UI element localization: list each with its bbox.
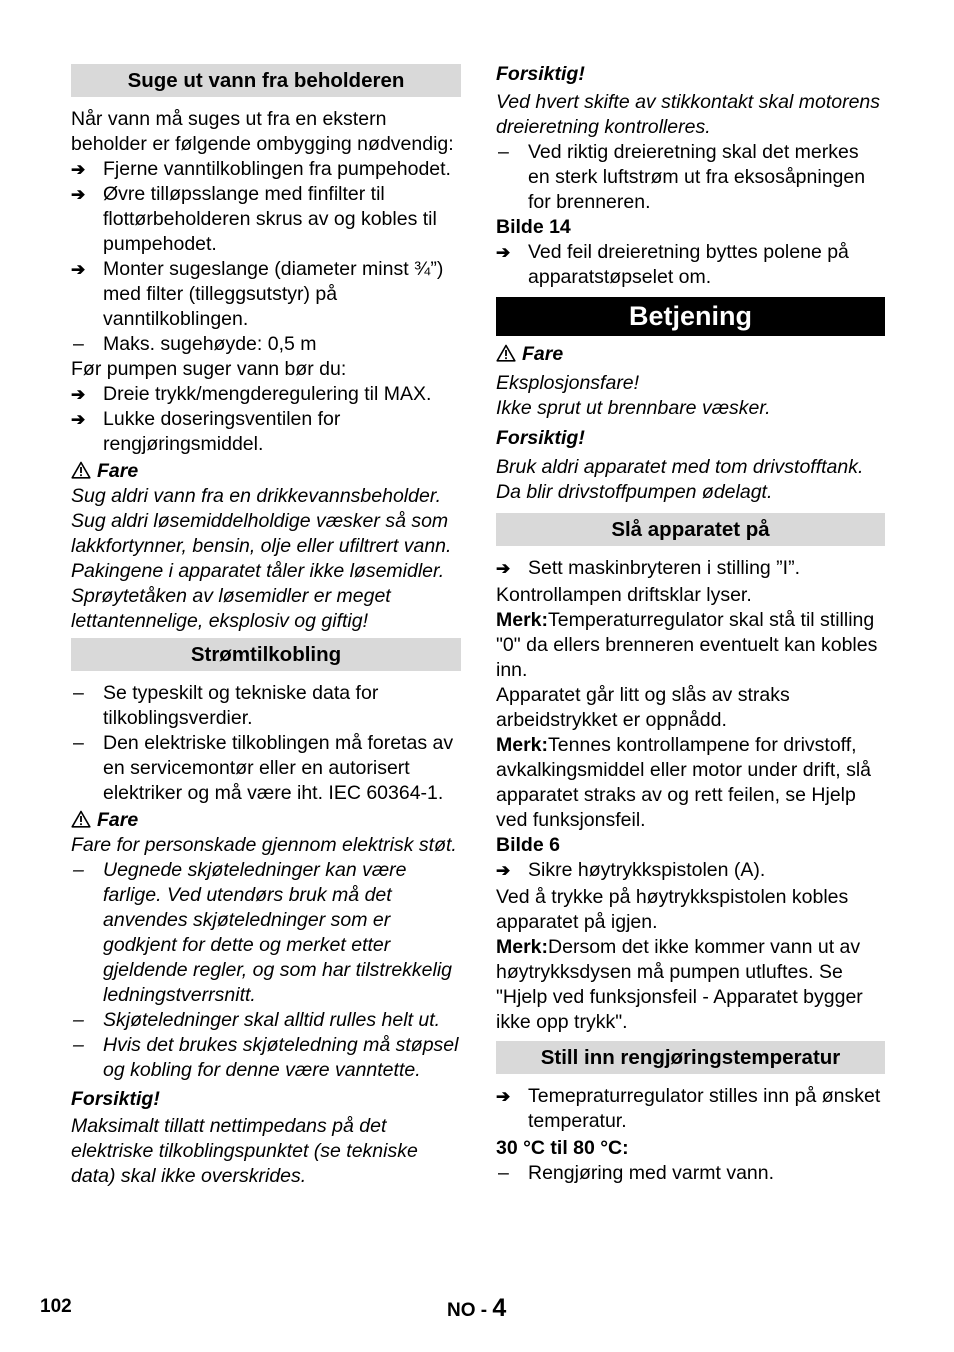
- figure-reference: Bilde 14: [496, 216, 571, 238]
- list-item: ➔ Dreie trykk/mengderegulering til MAX.: [71, 383, 432, 405]
- section-heading-temperature: Still inn rengjøringstemperatur: [496, 1041, 885, 1074]
- dash-bullet: –: [73, 859, 84, 881]
- before-pump-text: Før pumpen suger vann bør du:: [71, 358, 347, 380]
- section-heading-switch-on: Slå apparatet på: [496, 513, 885, 546]
- danger-text: Sug aldri vann fra en drikkevannsbeholder. Sug aldri løsemiddelholdige væsker så som lakkfortynner, bensin, olje eller ufiltrert vann. Pakingene i apparatet tåler ikke løsemidler. Sprøytetåken av løsemidler er meget lettantennelige, eksplosiv og giftig!: [71, 485, 452, 632]
- figure-reference: Bilde 6: [496, 834, 560, 856]
- caution-text: Ved hvert skifte av stikkontakt skal motorens dreieretning kontrolleres.: [496, 91, 881, 138]
- dash-bullet: –: [498, 1162, 509, 1184]
- dash-bullet: –: [73, 732, 84, 754]
- caution-heading: Forsiktig!: [496, 63, 585, 85]
- list-item: ➔ Temepraturregulator stilles inn på ønsket temperatur.: [496, 1085, 881, 1132]
- list-item: – Hvis det brukes skjøteledning må støpsel og kobling for denne være vanntette.: [73, 1034, 459, 1081]
- danger-heading: Fare: [71, 459, 461, 484]
- warning-triangle-icon: [71, 461, 91, 479]
- list-item: – Den elektriske tilkoblingen må foretas av en servicemontør eller en autorisert elektriker og må være iht. IEC 60364-1.: [73, 732, 454, 804]
- list-item: – Uegnede skjøteledninger kan være farlige. Ved utendørs bruk må det anvendes skjøteledninger som er godkjent for dette og merket etter gjeldende regler, og som har tilstrekkelig ledningstverrsnitt.: [73, 859, 453, 1006]
- danger-text: Ikke sprut ut brennbare væsker.: [496, 397, 771, 419]
- suction-intro: Når vann må suges ut fra en ekstern beholder er følgende ombygging nødvendig:: [71, 108, 454, 155]
- caution-text: Maksimalt tillatt nettimpedans på det elektriske tilkoblingspunktet (se tekniske data) skal ikke overskrides.: [71, 1115, 418, 1187]
- arrow-icon: ➔: [496, 1087, 511, 1106]
- caution-text: Bruk aldri apparatet med tom drivstofftank. Da blir drivstoffpumpen ødelagt.: [496, 456, 864, 503]
- list-item: ➔ Sett maskinbryteren i stilling ”I”.: [496, 557, 801, 579]
- arrow-icon: ➔: [496, 559, 511, 578]
- list-item: ➔ Sikre høytrykkspistolen (A).: [496, 859, 766, 881]
- arrow-icon: ➔: [71, 410, 86, 429]
- danger-text: Fare for personskade gjennom elektrisk støt.: [71, 834, 457, 856]
- caution-heading: Forsiktig!: [71, 1088, 160, 1110]
- body-text: Apparatet går litt og slås av straks arbeidstrykket er oppnådd.: [496, 684, 790, 731]
- list-item: ➔ Fjerne vanntilkoblingen fra pumpehodet.: [71, 158, 451, 180]
- temperature-range: 30 °C til 80 °C:: [496, 1137, 629, 1159]
- dash-bullet: –: [498, 141, 509, 163]
- danger-heading: Fare: [71, 808, 461, 833]
- body-text: Ved å trykke på høytrykkspistolen kobles apparatet på igjen.: [496, 886, 849, 933]
- caution-heading: Forsiktig!: [496, 427, 585, 449]
- note-text: Merk:Tennes kontrollampene for drivstoff, avkalkingsmiddel eller motor under drift, slå apparatet straks av og rett feilen, se Hjelp ved funksjonsfeil.: [496, 734, 871, 831]
- arrow-icon: ➔: [496, 861, 511, 880]
- list-item: – Ved riktig dreieretning skal det merkes en sterk luftstrøm ut fra eksosåpningen for brenneren.: [498, 141, 866, 213]
- section-page-label: NO - 4: [447, 1294, 507, 1322]
- arrow-icon: ➔: [71, 385, 86, 404]
- list-item: – Maks. sugehøyde: 0,5 m: [73, 333, 317, 355]
- arrow-icon: ➔: [71, 260, 86, 279]
- note-text: Merk:Temperaturregulator skal stå til stilling "0" da ellers brenneren eventuelt kan kobles inn.: [496, 609, 878, 681]
- danger-heading: Fare: [496, 342, 885, 367]
- right-column: [496, 60, 885, 1186]
- list-item: – Skjøteledninger skal alltid rulles helt ut.: [73, 1009, 441, 1031]
- list-item: – Se typeskilt og tekniske data for tilkoblingsverdier.: [73, 682, 379, 729]
- section-heading-power: Strømtilkobling: [71, 638, 461, 671]
- note-text: Merk:Dersom det ikke kommer vann ut av høytrykksdysen må pumpen utluftes. Se "Hjelp ved funksjonsfeil - Apparatet bygger ikke opp trykk".: [496, 936, 863, 1033]
- chapter-heading: Betjening: [496, 297, 885, 336]
- list-item: ➔ Ved feil dreieretning byttes polene på apparatstøpselet om.: [496, 241, 849, 288]
- arrow-icon: ➔: [71, 185, 86, 204]
- list-item: ➔ Øvre tilløpsslange med finfilter til flottørbeholderen skrus av og kobles til pumpehodet.: [71, 183, 437, 255]
- warning-triangle-icon: [71, 810, 91, 828]
- dash-bullet: –: [73, 682, 84, 704]
- dash-bullet: –: [73, 1009, 84, 1031]
- section-heading-suction: Suge ut vann fra beholderen: [71, 64, 461, 97]
- warning-triangle-icon: [496, 344, 516, 362]
- danger-text: Eksplosjonsfare!: [496, 372, 640, 394]
- list-item: ➔ Monter sugeslange (diameter minst ¾”) med filter (tilleggsutstyr) på vanntilkoblingen.: [71, 258, 444, 330]
- dash-bullet: –: [73, 1034, 84, 1056]
- page-number: 102: [40, 1296, 72, 1317]
- left-column: [71, 60, 461, 1189]
- list-item: ➔ Lukke doseringsventilen for rengjøringsmiddel.: [71, 408, 341, 455]
- lamp-text: Kontrollampen driftsklar lyser.: [496, 584, 752, 606]
- list-item: – Rengjøring med varmt vann.: [498, 1162, 775, 1184]
- arrow-icon: ➔: [71, 160, 86, 179]
- arrow-icon: ➔: [496, 243, 511, 262]
- dash-bullet: –: [73, 333, 84, 355]
